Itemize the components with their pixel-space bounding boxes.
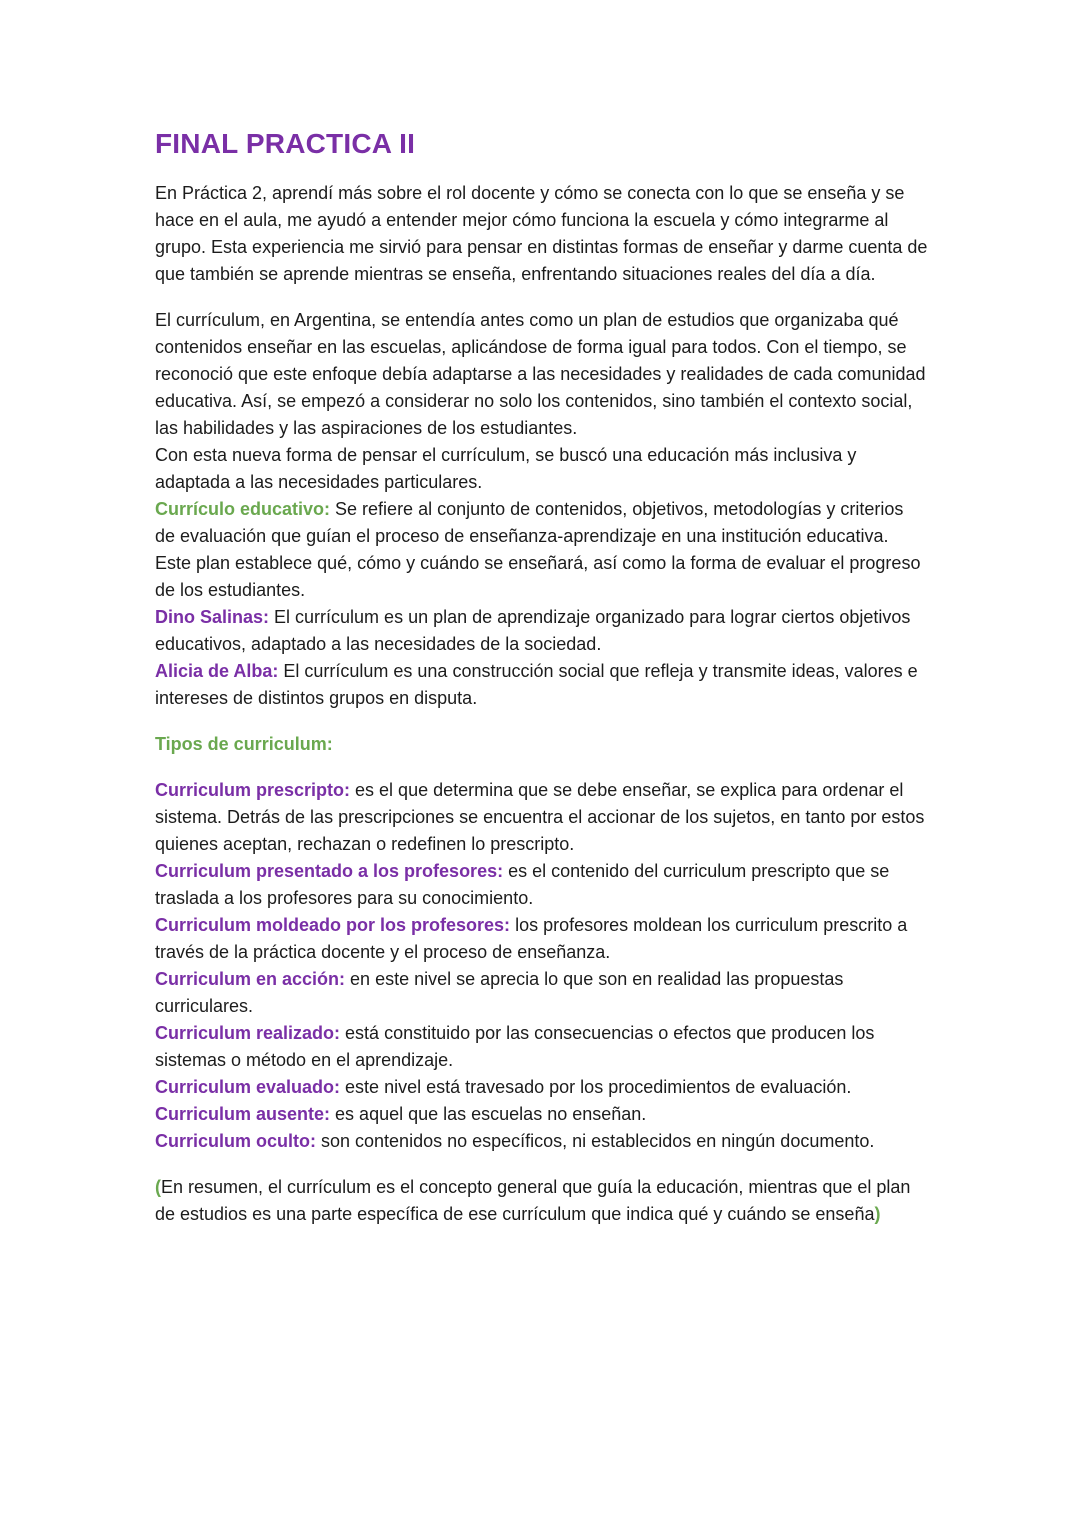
- curriculum-new-approach-paragraph: [155, 442, 928, 496]
- text-run: los profesores moldean los curriculum prescrito a través de la práctica docente y el proceso de enseñanza.: [155, 915, 908, 962]
- summary-paragraph: [155, 1174, 928, 1228]
- text-run: En resumen, el currículum es el concepto general que guía la educación, mientras que el plan de estudios es una parte específica de ese currículum que indica qué y cuándo se enseña: [155, 1177, 911, 1224]
- curriculum-prescripto-item: [155, 777, 928, 858]
- text-run: Con esta nueva forma de pensar el currículum, se buscó una educación más inclusiva y adaptada a las necesidades particulares.: [155, 445, 857, 492]
- text-run: es aquel que las escuelas no enseñan.: [330, 1104, 647, 1124]
- curriculum-presentado-item: [155, 858, 928, 912]
- curriculum-ausente-item: [155, 1101, 928, 1128]
- term-label: Curriculum evaluado:: [155, 1077, 341, 1097]
- document-body: [155, 180, 928, 1228]
- term-label: Curriculum ausente:: [155, 1104, 331, 1124]
- dino-salinas-definition: [155, 604, 928, 658]
- term-label: Curriculum moldeado por los profesores:: [155, 915, 511, 935]
- document-title: FINAL PRACTICA II: [155, 128, 416, 159]
- term-label: Tipos de curriculum:: [155, 734, 333, 754]
- curriculum-oculto-item: [155, 1128, 928, 1155]
- curriculum-en-accion-item: [155, 966, 928, 1020]
- term-label: ): [874, 1204, 881, 1224]
- text-run: son contenidos no específicos, ni establecidos en ningún documento.: [316, 1131, 875, 1151]
- term-label: (: [155, 1177, 161, 1197]
- curriculum-evaluado-item: [155, 1074, 928, 1101]
- intro-paragraph: [155, 180, 928, 288]
- term-label: Curriculum oculto:: [155, 1131, 316, 1151]
- curriculo-educativo-definition: [155, 496, 928, 604]
- text-run: Se refiere al conjunto de contenidos, objetivos, metodologías y criterios de evaluación que guían el proceso de enseñanza-aprendizaje en una institución educativa. Este plan establece qué, cómo y cuándo se enseñará, así como la forma de evaluar el progreso de los estudiantes.: [155, 499, 921, 600]
- term-label: Currículo educativo:: [155, 499, 331, 519]
- text-run: es el contenido del curriculum prescripto que se traslada a los profesores para su conocimiento.: [155, 861, 890, 908]
- term-label: Dino Salinas:: [155, 607, 270, 627]
- curriculum-history-paragraph: [155, 307, 928, 442]
- text-run: está constituido por las consecuencias o efectos que producen los sistemas o método en el aprendizaje.: [155, 1023, 875, 1070]
- text-run: El currículum, en Argentina, se entendía antes como un plan de estudios que organizaba qué contenidos enseñar en las escuelas, aplicándose de forma igual para todos. Con el tiempo, se reconoció que este enfoque debía adaptarse a las necesidades y realidades de cada comunidad educativa. Así, se empezó a considerar no solo los contenidos, sino también el contexto social, las habilidades y las aspiraciones de los estudiantes.: [155, 310, 926, 438]
- alicia-de-alba-definition: [155, 658, 928, 712]
- text-run: El currículum es una construcción social que refleja y transmite ideas, valores e intereses de distintos grupos en disputa.: [155, 661, 918, 708]
- text-run: es el que determina que se debe enseñar, se explica para ordenar el sistema. Detrás de las prescripciones se encuentra el accionar de los sujetos, en tanto por estos quienes aceptan, rechazan o redefinen lo prescripto.: [155, 780, 925, 854]
- term-label: Alicia de Alba:: [155, 661, 279, 681]
- curriculum-realizado-item: [155, 1020, 928, 1074]
- text-run: este nivel está travesado por los procedimientos de evaluación.: [340, 1077, 852, 1097]
- text-run: El currículum es un plan de aprendizaje organizado para lograr ciertos objetivos educativos, adaptado a las necesidades de la sociedad.: [155, 607, 911, 654]
- text-run: En Práctica 2, aprendí más sobre el rol docente y cómo se conecta con lo que se enseña y se hace en el aula, me ayudó a entender mejor cómo funciona la escuela y cómo integrarme al grupo. Esta experiencia me sirvió para pensar en distintas formas de enseñar y darme cuenta de que también se aprende mientras se enseña, enfrentando situaciones reales del día a día.: [155, 183, 928, 284]
- term-label: Curriculum realizado:: [155, 1023, 341, 1043]
- term-label: Curriculum en acción:: [155, 969, 346, 989]
- term-label: Curriculum prescripto:: [155, 780, 351, 800]
- tipos-de-curriculum-heading: [155, 731, 928, 758]
- term-label: Curriculum presentado a los profesores:: [155, 861, 504, 881]
- text-run: en este nivel se aprecia lo que son en realidad las propuestas curriculares.: [155, 969, 844, 1016]
- curriculum-moldeado-item: [155, 912, 928, 966]
